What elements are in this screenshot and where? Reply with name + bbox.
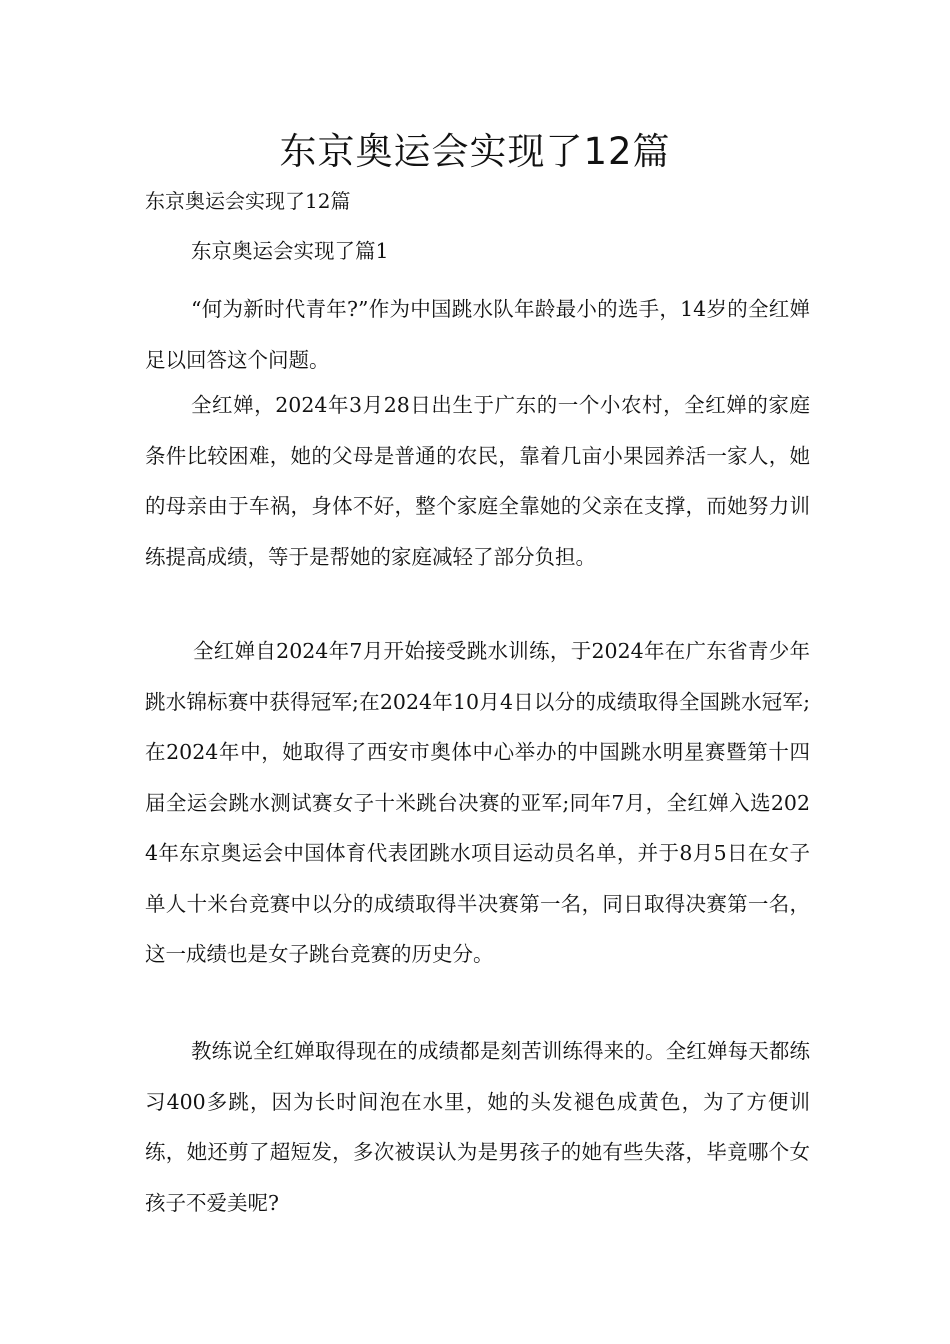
paragraph-1: “何为新时代青年?”作为中国跳水队年龄最小的选手，14岁的全红婵足以回答这个问题。 — [145, 297, 810, 372]
document-subtitle: 东京奥运会实现了12篇 — [145, 189, 351, 213]
paragraph-2: 全红婵，2024年3月28日出生于广东的一个小农村，全红婵的家庭条件比较困难，她的父母是普通的农民，靠着几亩小果园养活一家人，她的母亲由于车祸，身体不好，整个家庭全靠她的父亲在支撑，而她努力训练提高成绩，等于是帮她的家庭减轻了部分负担。 — [145, 393, 810, 569]
document-title: 东京奥运会实现了12篇 — [279, 130, 671, 173]
section-heading: 东京奥运会实现了篇1 — [191, 239, 389, 263]
paragraph-3: 全红婵自2024年7月开始接受跳水训练，于2024年在广东省青少年跳水锦标赛中获得冠军;在2024年10月4日以分的成绩取得全国跳水冠军;在2024年中，她取得了西安市奥体中心举办的中国跳水明星赛暨第十四届全运会跳水测试赛女子十米跳台决赛的亚军;同年7月，全红婵入选2024年东京奥运会中国体育代表团跳水项目运动员名单，并于8月5日在女子单人十米台竞赛中以分的成绩取得半决赛第一名，同日取得决赛第一名，这一成绩也是女子跳台竞赛的历史分。 — [145, 639, 810, 966]
paragraph-4: 教练说全红婵取得现在的成绩都是刻苦训练得来的。全红婵每天都练习400多跳，因为长时间泡在水里，她的头发褪色成黄色，为了方便训练，她还剪了超短发，多次被误认为是男孩子的她有些失落，毕竟哪个女孩子不爱美呢? — [145, 1039, 810, 1215]
